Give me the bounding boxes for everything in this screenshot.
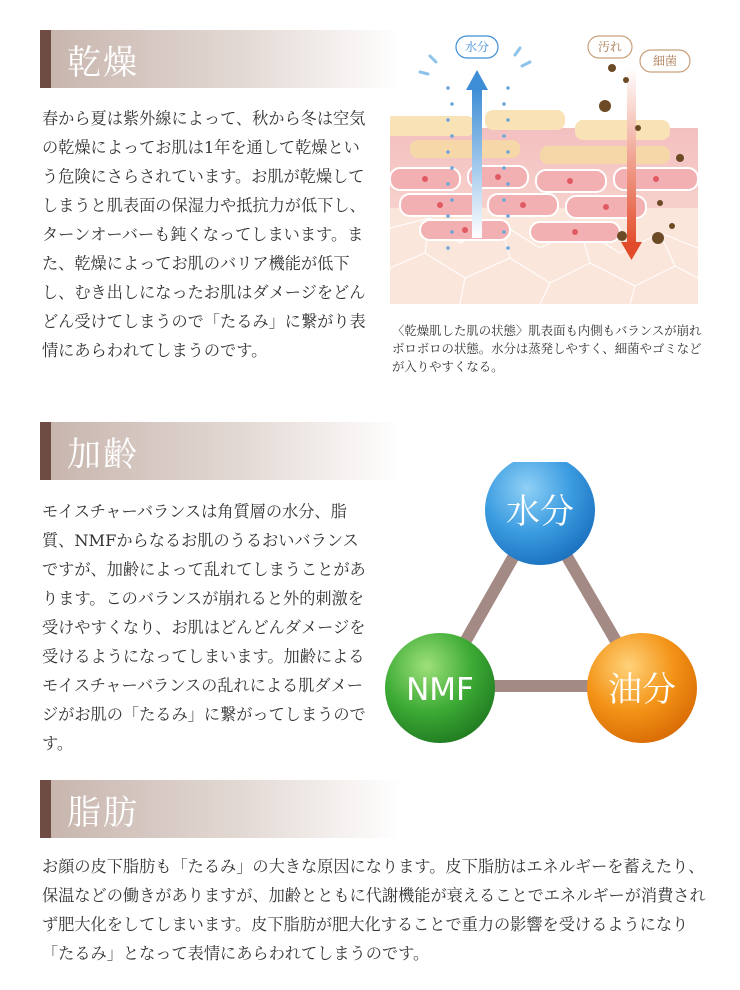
heading-title: 乾燥	[67, 42, 139, 83]
moisture-balance-diagram	[382, 462, 702, 752]
svg-text:水分: 水分	[464, 40, 490, 54]
fat-paragraph: お顔の皮下脂肪も「たるみ」の大きな原因になります。皮下脂肪はエネルギーを蓄えたり、保温などの働きがありますが、加齢とともに代謝機能が衰えることでエネルギーが消費されず肥大化をしてしまいます。皮下脂肪が肥大化することで重力の影響を受けるようになり「たるみ」となって表情にあらわれてしまうのです。	[42, 857, 706, 963]
section-heading-dryness	[40, 30, 400, 88]
aging-paragraph: モイスチャーバランスは角質層の水分、脂質、NMFからなるお肌のうるおいバランスですが、加齢によって乱れてしまうことがあります。このバランスが崩れると外的刺激を受けやすくなり、お肌はどんどんダメージを受けるようになってしまいます。加齢によるモイスチャーバランスの乱れによる肌ダメージがお肌の「たるみ」に繋がってしまうのです。	[42, 502, 366, 753]
section-heading-fat	[40, 780, 400, 838]
bacteria-label	[640, 50, 690, 72]
svg-text:細菌: 細菌	[652, 54, 678, 68]
heading-accent-bar	[40, 30, 51, 88]
dryness-paragraph: 春から夏は紫外線によって、秋から冬は空気の乾燥によってお肌は1年を通して乾燥という危険にさらされています。お肌が乾燥してしまうと肌表面の保湿力や抵抗力が低下し、ターンオーバーも鈍くなってしまいます。また、乾燥によってお肌のバリア機能が低下し、むき出しになったお肌はダメージをどんどん受けてしまうので「たるみ」に繋がり表情にあらわれてしまうのです。	[42, 109, 366, 360]
water-label	[456, 36, 498, 58]
water-node	[485, 462, 595, 565]
svg-text:NMF: NMF	[406, 672, 474, 708]
heading-title: 脂肪	[67, 792, 139, 833]
nmf-node	[385, 633, 495, 743]
section-heading-aging	[40, 422, 400, 480]
illustration-caption: 〈乾燥肌した肌の状態〉肌表面も内側もバランスが崩れボロボロの状態。水分は蒸発しやすく、細菌やゴミなどが入りやすくなる。	[392, 323, 702, 374]
heading-band	[51, 30, 400, 88]
dirt-label	[588, 36, 632, 58]
heading-accent-bar	[40, 780, 51, 838]
heading-accent-bar	[40, 422, 51, 480]
heading-title: 加齢	[67, 434, 139, 475]
oil-node	[587, 633, 697, 743]
svg-text:油分: 油分	[608, 670, 676, 710]
dry-skin-illustration	[390, 28, 698, 304]
svg-text:汚れ: 汚れ	[597, 40, 623, 54]
svg-text:水分: 水分	[506, 492, 574, 532]
heading-band	[51, 780, 400, 838]
heading-band	[51, 422, 400, 480]
